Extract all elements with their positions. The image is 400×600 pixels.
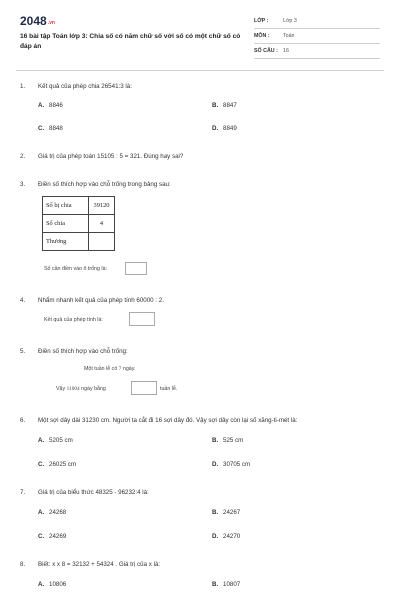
meta-key: LỚP : — [254, 18, 269, 24]
question-text: Giá trị của phép toán 15105 : 5 = 321. Đúng hay sai? — [38, 153, 184, 160]
option-text: 8849 — [223, 125, 237, 132]
question-2 — [20, 153, 183, 160]
option-7b[interactable] — [212, 509, 240, 516]
site-logo[interactable] — [20, 14, 55, 28]
question-number: 2. — [20, 153, 26, 160]
table-row — [43, 233, 115, 251]
table-row — [43, 215, 115, 233]
meta-value: Lớp 3 — [283, 18, 297, 24]
option-label: C. — [38, 461, 45, 468]
option-label: B. — [212, 509, 219, 516]
meta-row-count — [254, 44, 380, 59]
option-text: 30705 cm — [223, 461, 251, 468]
question-text: Kết quả của phép chia 26541:3 là: — [38, 83, 132, 90]
meta-key: SỐ CÂU : — [254, 48, 278, 54]
logo-tld: .vn — [47, 20, 55, 26]
question-text: Điền số thích hợp vào chỗ trống: — [38, 348, 128, 355]
option-6b[interactable] — [212, 437, 243, 444]
option-label: C. — [38, 125, 45, 132]
question-8 — [20, 561, 160, 568]
question-text: Điền số thích hợp vào chỗ trống trong bảng sau: — [38, 181, 171, 188]
page-header — [0, 0, 400, 68]
option-8b[interactable] — [212, 581, 240, 588]
option-text: 8848 — [49, 125, 63, 132]
option-text: 10806 — [49, 581, 67, 588]
meta-value: 16 — [283, 48, 289, 54]
option-text: 8846 — [49, 102, 63, 109]
table-cell: Số chia — [43, 215, 89, 233]
option-label: C. — [38, 533, 45, 540]
table-cell: 4 — [89, 215, 115, 233]
fill-text: ngày. — [121, 366, 136, 372]
question-number: 4. — [20, 297, 26, 304]
question-4 — [20, 297, 164, 304]
option-text: 5205 cm — [49, 437, 73, 444]
fill-text: Vậy — [56, 386, 67, 392]
option-label: B. — [212, 102, 219, 109]
answer-prompt: Số cần điền vào ô trống là: — [44, 266, 108, 272]
answer-input-5[interactable] — [131, 381, 157, 395]
fill-number: 11004 — [66, 386, 80, 392]
option-text: 24269 — [49, 533, 67, 540]
option-label: A. — [38, 581, 45, 588]
document-title: 16 bài tập Toán lớp 3: Chia số có năm chữ số với số có một chữ số có đáp án — [20, 33, 241, 50]
answer-input-4[interactable] — [129, 312, 155, 326]
option-1a[interactable] — [38, 102, 63, 109]
logo-text: 2048 — [20, 14, 47, 28]
question-5 — [20, 348, 128, 355]
option-label: A. — [38, 509, 45, 516]
question-text: Một sợi dây dài 31230 cm. Người ta cắt đi 16 sợi dây đó. Vậy sợi dây còn lại số xăng-ti-mét là: — [38, 417, 298, 424]
table-cell: 39120 — [89, 197, 115, 215]
option-6a[interactable] — [38, 437, 73, 444]
table-cell: Số bị chia — [43, 197, 89, 215]
question-text: Nhẩm nhanh kết quả của phép tính 60000 : 2. — [38, 297, 164, 304]
option-label: A. — [38, 102, 45, 109]
option-6c[interactable] — [38, 461, 76, 468]
question-number: 5. — [20, 348, 26, 355]
option-7a[interactable] — [38, 509, 66, 516]
option-text: 24270 — [223, 533, 241, 540]
option-text: 525 cm — [223, 437, 244, 444]
fill-text: Một tuần lễ có — [84, 366, 119, 372]
question-text: Biết: x x 8 = 32132 + 54324 . Giá trị của x là: — [38, 561, 161, 568]
option-label: B. — [212, 581, 219, 588]
answer-prompt: Kết quả của phép tính là: — [44, 317, 103, 323]
option-text: 10807 — [223, 581, 241, 588]
option-text: 26025 cm — [49, 461, 77, 468]
question-number: 1. — [20, 83, 26, 90]
question-number: 6. — [20, 417, 26, 424]
question-1 — [20, 83, 132, 90]
question-text: Giá trị của biểu thức 48325 - 96232:4 là: — [38, 489, 149, 496]
option-label: D. — [212, 533, 219, 540]
option-7c[interactable] — [38, 533, 66, 540]
answer-input-3[interactable] — [125, 262, 147, 275]
table-cell[interactable] — [89, 233, 115, 251]
option-text: 24268 — [49, 509, 67, 516]
option-text: 24267 — [223, 509, 241, 516]
question-number: 3. — [20, 181, 26, 188]
option-1c[interactable] — [38, 125, 63, 132]
option-text: 8847 — [223, 102, 237, 109]
fill-number: 7 — [118, 366, 122, 372]
fill-line-2 — [56, 386, 106, 392]
header-divider — [16, 70, 384, 71]
fill-text: ngày bằng — [79, 386, 106, 392]
question-3 — [20, 181, 171, 188]
fill-unit: tuần lễ. — [160, 386, 178, 392]
division-table — [42, 196, 115, 251]
table-cell: Thương — [43, 233, 89, 251]
option-label: A. — [38, 437, 45, 444]
question-number: 7. — [20, 489, 26, 496]
option-6d[interactable] — [212, 461, 250, 468]
fill-line-1 — [84, 366, 135, 372]
option-1d[interactable] — [212, 125, 237, 132]
question-number: 8. — [20, 561, 26, 568]
option-label: D. — [212, 125, 219, 132]
meta-row-grade — [254, 14, 380, 29]
option-7d[interactable] — [212, 533, 240, 540]
question-7 — [20, 489, 149, 496]
table-row — [43, 197, 115, 215]
question-6 — [20, 417, 297, 424]
option-1b[interactable] — [212, 102, 237, 109]
option-label: D. — [212, 461, 219, 468]
option-8a[interactable] — [38, 581, 66, 588]
meta-value: Toán — [283, 33, 295, 39]
option-label: B. — [212, 437, 219, 444]
document-meta — [254, 14, 380, 59]
meta-key: MÔN : — [254, 33, 270, 39]
meta-row-subject — [254, 29, 380, 44]
